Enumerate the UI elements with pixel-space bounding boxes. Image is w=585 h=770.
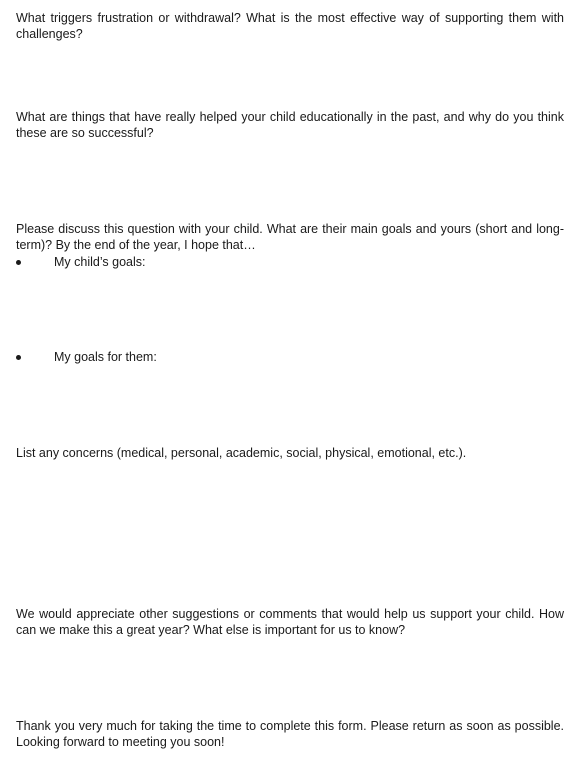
question-suggestions: We would appreciate other suggestions or comments that would help us support your child. How can we make this a great year? What else is important for us to know? — [16, 607, 564, 637]
question-goals-intro: Please discuss this question with your child. What are their main goals and yours (short and long-term)? By the end of the year, I hope that… — [16, 222, 564, 252]
bullet-my-goals — [16, 349, 556, 365]
childs-goals-label: My child’s goals: — [54, 255, 146, 269]
closing-note: Thank you very much for taking the time to complete this form. Please return as soon as possible. Looking forward to meeting you soon! — [16, 719, 564, 749]
bullet-childs-goals — [16, 254, 556, 270]
question-concerns: List any concerns (medical, personal, academic, social, physical, emotional, etc.). — [16, 446, 467, 460]
my-goals-label: My goals for them: — [54, 350, 157, 364]
question-helped-educationally: What are things that have really helped your child educationally in the past, and why do you think these are so successful? — [16, 110, 564, 140]
question-triggers: What triggers frustration or withdrawal? What is the most effective way of supporting them with challenges? — [16, 11, 564, 41]
bullet-icon — [16, 355, 21, 360]
bullet-icon — [16, 260, 21, 265]
